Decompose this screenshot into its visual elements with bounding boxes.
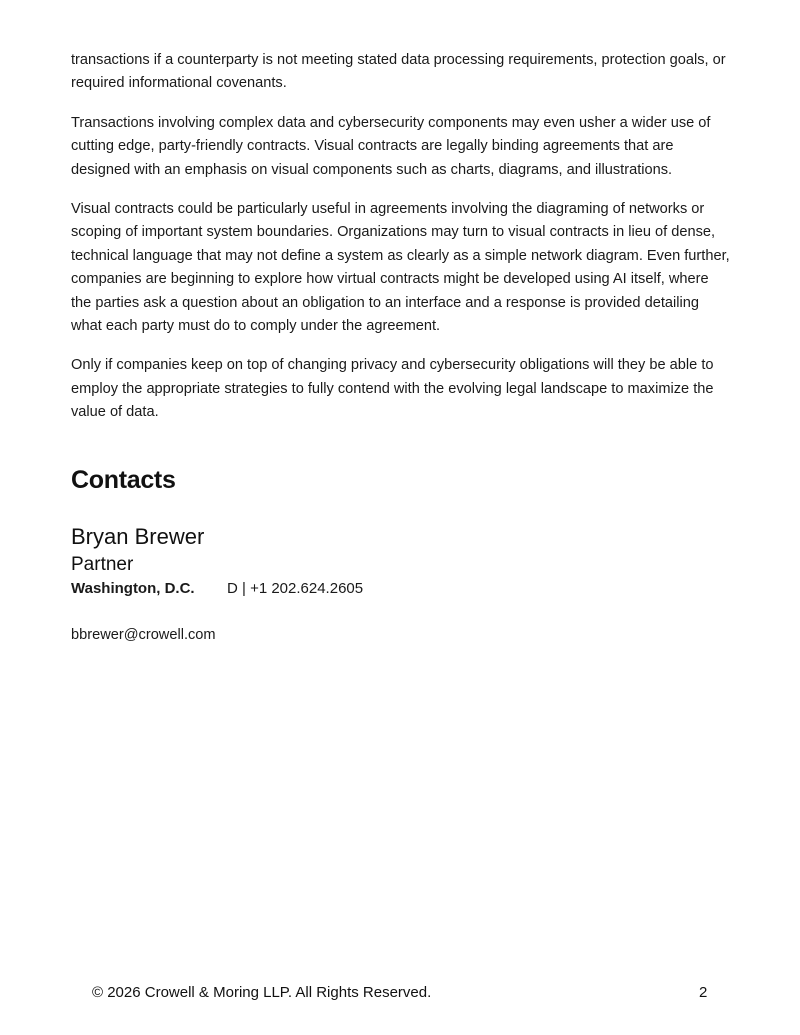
contact-phone: D | +1 202.624.2605 xyxy=(227,579,364,597)
contact-title: Partner xyxy=(71,553,134,575)
body-paragraph: transactions if a counterparty is not meeting stated data processing requirements, protection goals, or required informational covenants. xyxy=(71,52,726,92)
footer-copyright: © 2026 Crowell & Moring LLP. All Rights Reserved. xyxy=(92,984,432,1001)
contact-email: bbrewer@crowell.com xyxy=(71,626,216,643)
contacts-heading: Contacts xyxy=(71,465,176,494)
contact-location-row xyxy=(71,578,731,600)
contact-office: Washington, D.C. xyxy=(71,579,195,597)
document-body xyxy=(71,49,731,646)
body-paragraph: Transactions involving complex data and cybersecurity components may even usher a wider use of cutting edge, party-friendly contracts. Visual contracts are legally binding agreements that are designed with an emphasis on visual components such as charts, diagrams, and illustrations. xyxy=(71,114,711,178)
contact-card xyxy=(71,523,731,646)
page-number: 2 xyxy=(699,984,708,1001)
body-paragraph: Visual contracts could be particularly useful in agreements involving the diagraming of networks or scoping of important system boundaries. Organizations may turn to visual contracts in lieu of dense, technical language that may not define a system as clearly as a simple network diagram. Even further, companies are beginning to explore how virtual contracts might be developed using AI itself, where the parties ask a question about an obligation to an interface and a response is provided detailing what each party must do to comply under the agreement. xyxy=(71,201,730,335)
body-paragraph: Only if companies keep on top of changing privacy and cybersecurity obligations will they be able to employ the appropriate strategies to fully contend with the evolving legal landscape to maximize the value of data. xyxy=(71,357,714,421)
contact-name: Bryan Brewer xyxy=(71,523,205,549)
